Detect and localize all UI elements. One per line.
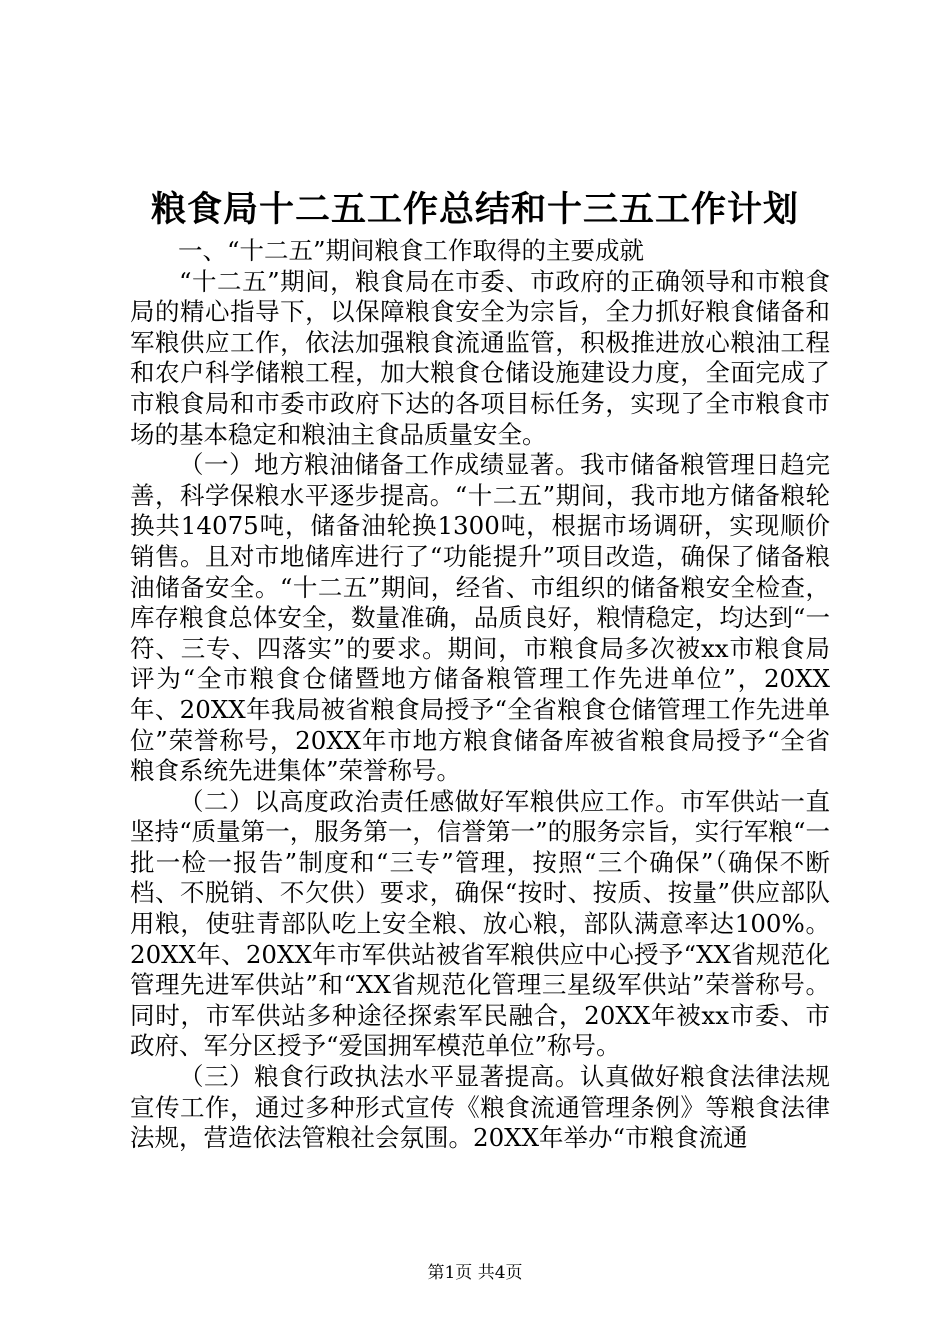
page-footer: 第1页 共4页	[427, 1263, 523, 1283]
document-body	[130, 236, 830, 1154]
paragraph-military-grain: （二）以高度政治责任感做好军粮供应工作。市军供站一直坚持“质量第一，服务第一，信誉第一”的服务宗旨，实行军粮“一批一检一报告”制度和“三专”管理，按照“三个确保”（确保不断档、不脱销、不欠供）要求，确保“按时、按质、按量”供应部队用粮，使驻青部队吃上安全粮、放心粮，部队满意率达100%。20XX年、20XX年市军供站被省军粮供应中心授予“XX省规范化管理先进军供站”和“XX省规范化管理三星级军供站”荣誉称号。同时，市军供站多种途径探索军民融合，20XX年被xx市委、市政府、军分区授予“爱国拥军模范单位”称号。	[130, 786, 830, 1061]
document-title: 粮食局十二五工作总结和十三五工作计划	[150, 189, 799, 230]
paragraph-law-enforcement: （三）粮食行政执法水平显著提高。认真做好粮食法律法规宣传工作，通过多种形式宣传《粮食流通管理条例》等粮食法律法规，营造依法管粮社会氛围。20XX年举办“市粮食流通	[130, 1062, 830, 1153]
section-heading: 一、“十二五”期间粮食工作取得的主要成就	[178, 236, 645, 265]
paragraph-grain-reserve: （一）地方粮油储备工作成绩显著。我市储备粮管理日趋完善，科学保粮水平逐步提高。“十二五”期间，我市地方储备粮轮换共14075吨，储备油轮换1300吨，根据市场调研，实现顺价销售。且对市地储库进行了“功能提升”项目改造，确保了储备粮油储备安全。“十二五”期间，经省、市组织的储备粮安全检查，库存粮食总体安全，数量准确，品质良好，粮情稳定，均达到“一符、三专、四落实”的要求。期间，市粮食局多次被xx市粮食局评为“全市粮食仓储暨地方储备粮管理工作先进单位”，20XX年、20XX年我局被省粮食局授予“全省粮食仓储管理工作先进单位”荣誉称号，20XX年市地方粮食储备库被省粮食局授予“全省粮食系统先进集体”荣誉称号。	[130, 450, 830, 786]
paragraph-intro: “十二五”期间，粮食局在市委、市政府的正确领导和市粮食局的精心指导下，以保障粮食安全为宗旨，全力抓好粮食储备和军粮供应工作，依法加强粮食流通监管，积极推进放心粮油工程和农户科学储粮工程，加大粮食仓储设施建设力度，全面完成了市粮食局和市委市政府下达的各项目标任务，实现了全市粮食市场的基本稳定和粮油主食品质量安全。	[130, 266, 830, 449]
